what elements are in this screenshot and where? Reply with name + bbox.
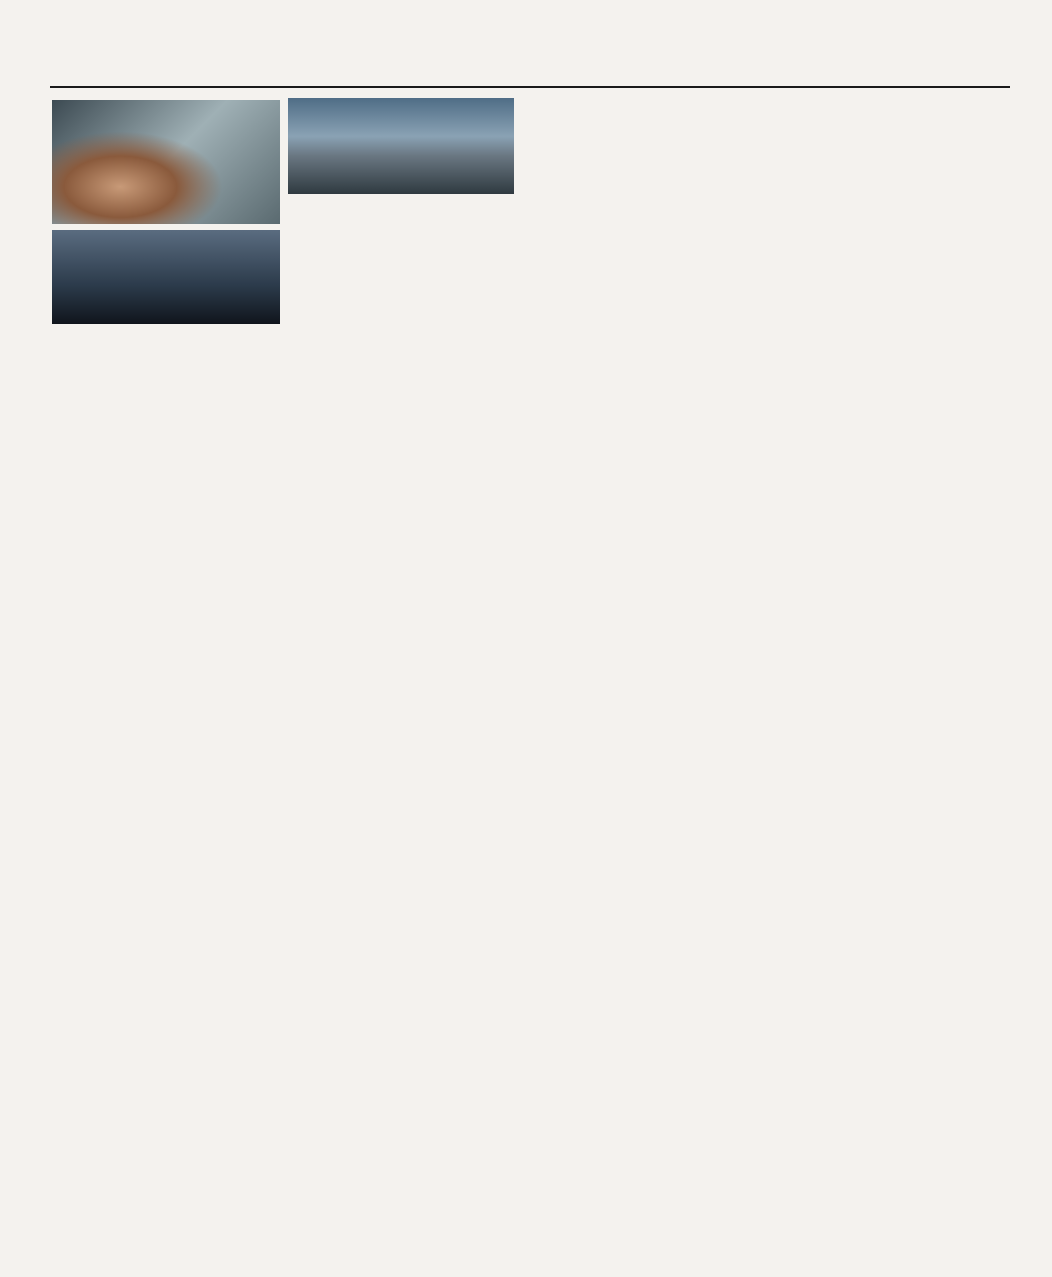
photo-power-plant — [288, 98, 514, 194]
photo-sanitizer — [52, 100, 280, 224]
column-2 — [288, 90, 514, 200]
photo-building — [52, 230, 280, 324]
masthead-rule — [50, 86, 1010, 88]
column-1 — [52, 92, 280, 330]
